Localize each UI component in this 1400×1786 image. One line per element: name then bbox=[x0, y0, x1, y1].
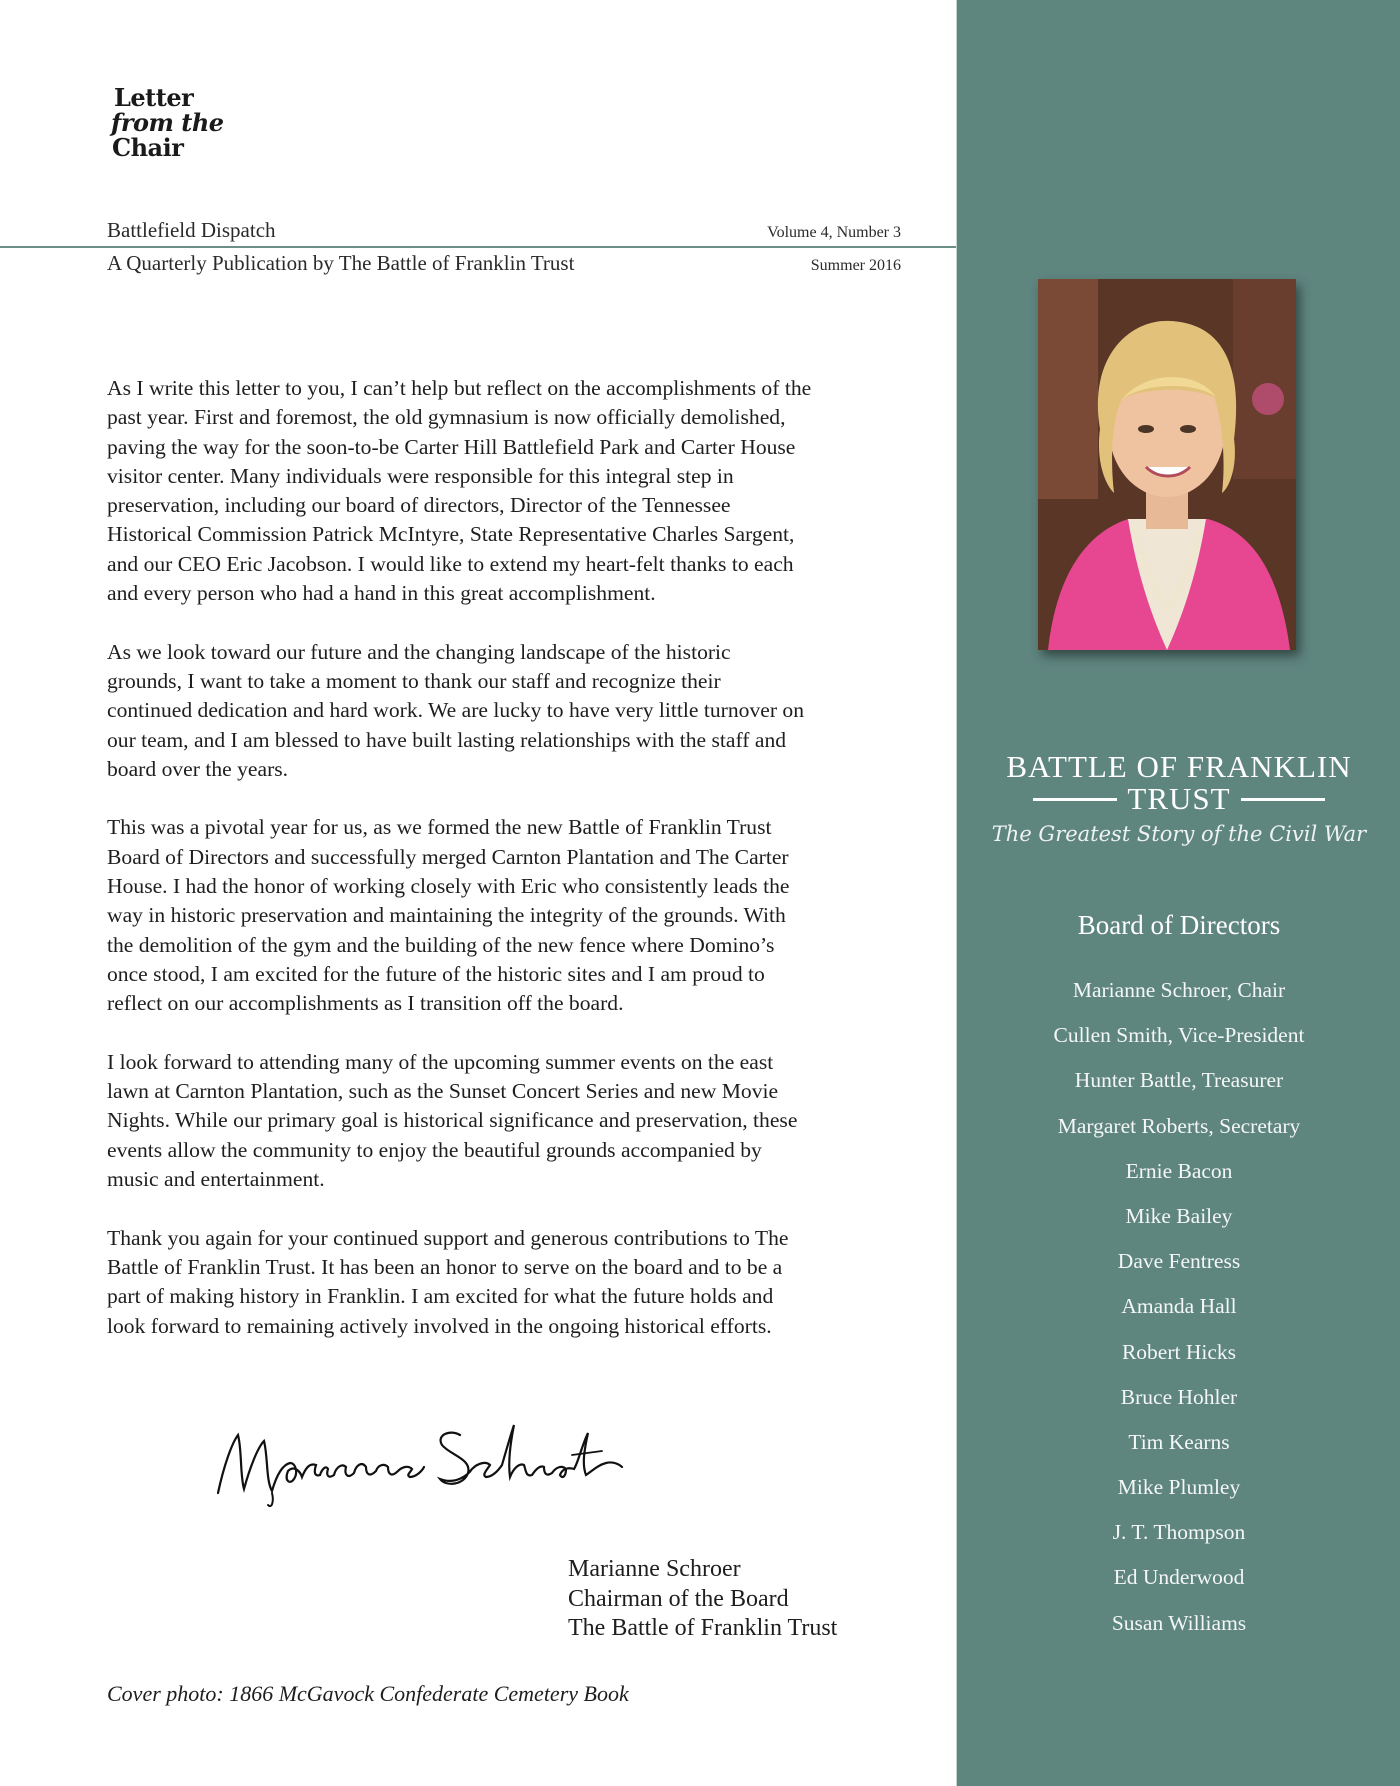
board-member: J. T. Thompson bbox=[1112, 1520, 1246, 1545]
letter-line: As we look toward our future and the changing landscape of the historic bbox=[107, 639, 731, 664]
board-member: Mike Plumley bbox=[1117, 1475, 1241, 1500]
board-member: Bruce Hohler bbox=[1120, 1384, 1238, 1409]
letter-line: This was a pivotal year for us, as we formed the new Battle of Franklin Trust bbox=[107, 815, 772, 840]
signer-organization: The Battle of Franklin Trust bbox=[568, 1615, 838, 1641]
board-member-list bbox=[957, 978, 1400, 1656]
letter-line: House. I had the honor of working closely with Eric who consistently leads the bbox=[107, 874, 790, 899]
letter-line: board over the years. bbox=[107, 756, 289, 781]
masthead-divider bbox=[0, 246, 956, 248]
brand-tagline: The Greatest Story of the Civil War bbox=[991, 822, 1367, 846]
letter-line: Board of Directors and successfully merged Carnton Plantation and The Carter bbox=[107, 844, 789, 869]
letter-line: continued dedication and hard work. We are lucky to have very little turnover on bbox=[107, 698, 805, 723]
letter-line: Battle of Franklin Trust. It has been an honor to serve on the board and to be a bbox=[107, 1254, 783, 1279]
brand-trust-word: TRUST bbox=[1127, 781, 1231, 816]
letter-line: Nights. While our primary goal is historical significance and preservation, these bbox=[107, 1108, 798, 1133]
letter-line: grounds, I want to take a moment to thank our staff and recognize their bbox=[107, 668, 721, 693]
board-member: Ed Underwood bbox=[1113, 1565, 1245, 1590]
letter-paragraph bbox=[107, 374, 907, 608]
letter-line: once stood, I am excited for the future of the historic sites and I am proud to bbox=[107, 961, 765, 986]
brand-name: BATTLE OF FRANKLIN bbox=[1006, 749, 1352, 784]
board-member: Mike Bailey bbox=[1125, 1203, 1233, 1228]
letter-line: Thank you again for your continued support and generous contributions to The bbox=[107, 1225, 789, 1250]
handwritten-signature bbox=[210, 1405, 630, 1515]
letter-paragraph bbox=[107, 1224, 907, 1341]
letter-line: our team, and I am blessed to have built lasting relationships with the staff and bbox=[107, 727, 787, 752]
letter-line: past year. First and foremost, the old gymnasium is now officially demolished, bbox=[107, 405, 786, 430]
brand-name-trust bbox=[957, 781, 1400, 817]
letter-line: the demolition of the gym and the building of the new fence where Domino’s bbox=[107, 932, 775, 957]
letter-body bbox=[107, 374, 907, 1370]
letter-line: I look forward to attending many of the upcoming summer events on the east bbox=[107, 1049, 774, 1074]
chair-portrait-photo bbox=[1038, 279, 1296, 650]
board-member: Robert Hicks bbox=[1121, 1339, 1237, 1364]
letter-line: Historical Commission Patrick McIntyre, State Representative Charles Sargent, bbox=[107, 522, 795, 547]
signer-title: Chairman of the Board bbox=[568, 1585, 789, 1612]
letter-paragraph bbox=[107, 1048, 907, 1194]
board-member: Marianne Schroer, Chair bbox=[1072, 978, 1286, 1002]
letter-paragraph bbox=[107, 638, 907, 784]
letter-line: lawn at Carnton Plantation, such as the Sunset Concert Series and new Movie bbox=[107, 1079, 779, 1104]
letter-line: look forward to remaining actively involved in the ongoing historical efforts. bbox=[107, 1313, 772, 1338]
signature-block bbox=[568, 1555, 837, 1644]
board-member: Cullen Smith, Vice-President bbox=[1053, 1023, 1305, 1048]
board-title: Board of Directors bbox=[1077, 910, 1281, 940]
section-title-line3: Chair bbox=[112, 133, 184, 162]
brand-rule-right bbox=[1241, 798, 1325, 801]
publication-subtitle: A Quarterly Publication by The Battle of Franklin Trust bbox=[107, 251, 575, 275]
masthead-row-top bbox=[107, 218, 901, 243]
board-member: Margaret Roberts, Secretary bbox=[1057, 1113, 1301, 1138]
letter-line: and our CEO Eric Jacobson. I would like to extend my heart-felt thanks to each bbox=[107, 551, 794, 576]
volume-number: Volume 4, Number 3 bbox=[767, 224, 901, 241]
letter-line: way in historic preservation and maintaining the integrity of the grounds. With bbox=[107, 903, 786, 928]
signer-name: Marianne Schroer bbox=[568, 1556, 741, 1582]
board-member: Dave Fentress bbox=[1117, 1249, 1241, 1274]
board-member: Susan Williams bbox=[1111, 1610, 1247, 1635]
letter-line: As I write this letter to you, I can’t help but reflect on the accomplishments of the bbox=[107, 376, 812, 400]
letter-line: preservation, including our board of directors, Director of the Tennessee bbox=[107, 493, 731, 518]
section-title-logo bbox=[111, 83, 224, 162]
board-member: Amanda Hall bbox=[1121, 1294, 1237, 1319]
issue-date: Summer 2016 bbox=[810, 257, 901, 274]
letter-line: events allow the community to enjoy the beautiful grounds accompanied by bbox=[107, 1137, 762, 1162]
publication-name: Battlefield Dispatch bbox=[107, 218, 276, 242]
section-title-line1: Letter bbox=[114, 83, 194, 112]
board-member: Tim Kearns bbox=[1128, 1429, 1230, 1454]
letter-line: part of making history in Franklin. I am excited for what the future holds and bbox=[107, 1284, 774, 1309]
letter-line: paving the way for the soon-to-be Carter Hill Battlefield Park and Carter House bbox=[107, 434, 796, 459]
masthead-row-bottom bbox=[107, 251, 901, 276]
letter-line: music and entertainment. bbox=[107, 1167, 325, 1192]
cover-photo-caption: Cover photo: 1866 McGavock Confederate Cemetery Book bbox=[107, 1681, 629, 1706]
letter-line: visitor center. Many individuals were responsible for this integral step in bbox=[107, 463, 734, 488]
letter-paragraph bbox=[107, 813, 907, 1018]
section-title-line2: from the bbox=[111, 108, 224, 137]
board-member: Ernie Bacon bbox=[1125, 1158, 1233, 1183]
letter-line: reflect on our accomplishments as I transition off the board. bbox=[107, 991, 624, 1016]
board-member: Hunter Battle, Treasurer bbox=[1074, 1068, 1284, 1093]
sidebar-panel bbox=[956, 0, 1400, 1786]
brand-rule-left bbox=[1033, 798, 1117, 801]
letter-line: and every person who had a hand in this great accomplishment. bbox=[107, 581, 656, 606]
